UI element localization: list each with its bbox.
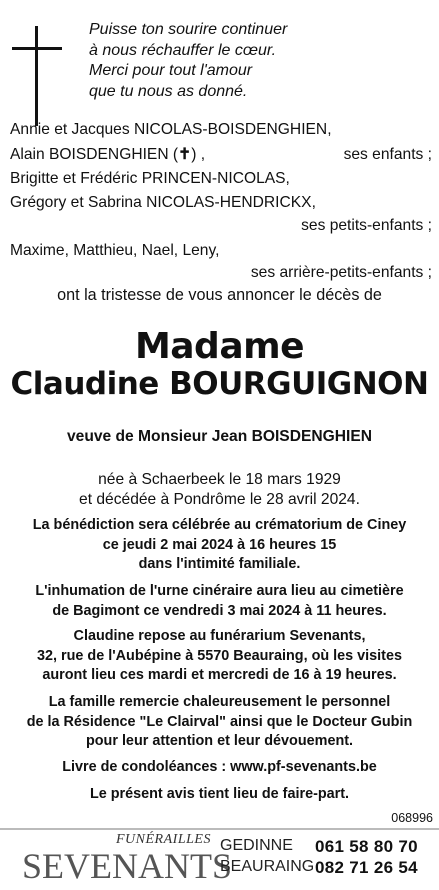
ceremony-line: La bénédiction sera célébrée au crématorium de Ciney [32, 517, 407, 533]
location-beauraing: BEAURAING [220, 858, 315, 875]
cross-icon [12, 26, 62, 126]
faire-part-line: Le présent avis tient lieu de faire-part. [89, 786, 350, 802]
footer-divider [0, 828, 439, 830]
logo-subtitle: FUNÉRAILLES [116, 832, 211, 847]
reference-number: 068996 [391, 811, 433, 825]
thanks-line: pour leur attention et leur dévouement. [85, 733, 354, 749]
family-name: Alain BOISDENGHIEN ( [10, 146, 179, 163]
condolences-line: Livre de condoléances : www.pf-sevenants.be [62, 759, 377, 775]
visitation-line: Claudine repose au funérarium Sevenants, [73, 628, 366, 644]
deceased-title: Madame [134, 326, 305, 367]
family-line: Brigitte et Frédéric PRINCEN-NICOLAS, [10, 170, 290, 187]
thanks-info [0, 693, 439, 752]
announcement: ont la tristesse de vous annoncer le décès de [57, 286, 382, 304]
birth-line: née à Schaerbeek le 18 mars 1929 [98, 471, 341, 488]
inhumation-line: L'inhumation de l'urne cinéraire aura lieu au cimetière [35, 583, 404, 599]
thanks-line: La famille remercie chaleureusement le personnel [48, 694, 391, 710]
ceremony-info [0, 516, 439, 575]
visitation-info [0, 627, 439, 686]
family-role: ses petits-enfants ; [301, 217, 432, 234]
family-name-end: ) , [191, 146, 206, 163]
widow-of: veuve de Monsieur Jean BOISDENGHIEN [66, 428, 373, 445]
family-line: Maxime, Matthieu, Nael, Leny, [10, 242, 220, 259]
phone-gedinne: 061 58 80 70 [315, 837, 418, 856]
location-gedinne: GEDINNE [220, 837, 293, 854]
family-line: Annie et Jacques NICOLAS-BOISDENGHIEN, [10, 121, 332, 138]
poem-line: que tu nous as donné. [89, 82, 248, 100]
poem-line: Puisse ton sourire continuer [89, 21, 288, 38]
family-role: ses arrière-petits-enfants ; [250, 264, 432, 281]
inhumation-info [0, 582, 439, 621]
birth-death-dates [0, 470, 439, 510]
poem [89, 20, 419, 102]
poem-line: Merci pour tout l'amour [89, 62, 253, 79]
deceased-cross-icon: ✝ [178, 146, 192, 163]
thanks-line: de la Résidence "Le Clairval" ainsi que le Docteur Gubin [26, 713, 413, 730]
company-logo: SEVENANTS [22, 846, 233, 886]
ceremony-line: ce jeudi 2 mai 2024 à 16 heures 15 [102, 536, 337, 553]
visitation-line: 32, rue de l'Aubépine à 5570 Beauraing, où les visites [37, 647, 402, 664]
inhumation-line: de Bagimont ce vendredi 3 mai 2024 à 11 heures. [52, 602, 387, 619]
visitation-line: auront lieu ces mardi et mercredi de 16 à 19 heures. [42, 667, 397, 683]
poem-line: à nous réchauffer le cœur. [89, 41, 277, 59]
ceremony-line: dans l'intimité familiale. [138, 556, 301, 572]
deceased-name: Claudine BOURGUIGNON [10, 366, 429, 402]
family-role: ses enfants ; [343, 146, 432, 163]
death-line: et décédée à Pondrôme le 28 avril 2024. [79, 491, 360, 508]
family-line: Grégory et Sabrina NICOLAS-HENDRICKX, [10, 194, 316, 211]
phone-beauraing: 082 71 26 54 [315, 858, 418, 877]
